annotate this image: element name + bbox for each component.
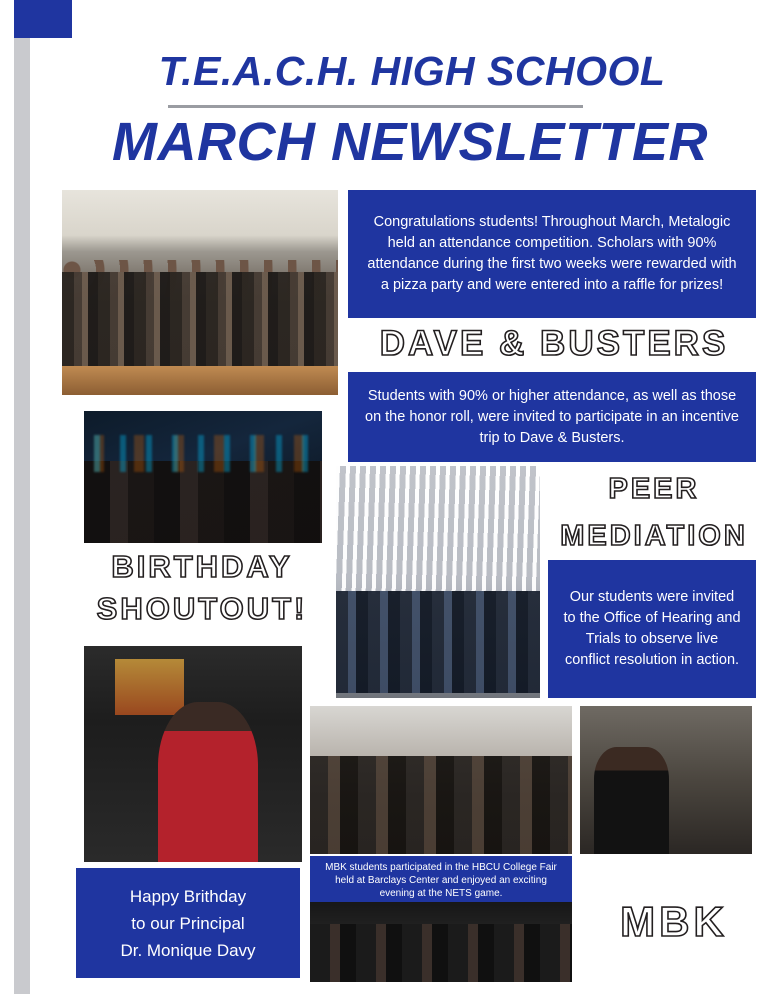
birthday-message-line-3: Dr. Monique Davy	[120, 940, 256, 960]
nets-game-photo	[310, 902, 572, 982]
mbk-heading: MBK	[620, 898, 728, 945]
college-fair-photo	[310, 706, 572, 854]
arcade-students-photo	[84, 411, 322, 543]
birthday-shoutout-heading	[72, 546, 332, 630]
peer-mediation-heading-line-1: PEER	[608, 473, 700, 505]
title-divider	[168, 105, 583, 108]
page-title-line-2: MARCH NEWSLETTER	[112, 112, 708, 172]
birthday-heading-line-1: BIRTHDAY	[111, 549, 293, 584]
classroom-group-photo	[62, 190, 338, 395]
dave-busters-text: Students with 90% or higher attendance, as well as those on the honor roll, were invited to participate in an incentive trip to Dave & Busters.	[348, 372, 756, 462]
birthday-message-line-1: Happy Brithday	[129, 886, 247, 906]
corner-accent-square	[14, 0, 72, 38]
student-in-courtroom-photo	[580, 706, 752, 854]
dave-busters-heading: DAVE & BUSTERS	[379, 324, 729, 363]
birthday-heading-line-2: SHOUTOUT!	[96, 591, 308, 626]
mbk-caption-text: MBK students participated in the HBCU College Fair held at Barclays Center and enjoyed an exciting evening at the NETS game.	[310, 856, 572, 904]
principal-portrait-photo	[84, 646, 302, 862]
attendance-announcement-text: Congratulations students! Throughout March, Metalogic held an attendance competition. Scholars with 90% attendance during the first two weeks were rewarded with a pizza party and were entered into a raffle for prizes!	[348, 190, 756, 318]
left-gray-bar	[14, 0, 30, 994]
birthday-message-line-2: to our Principal	[131, 913, 245, 933]
page-title-line-1: T.E.A.C.H. HIGH SCHOOL	[158, 48, 666, 94]
peer-mediation-heading	[548, 466, 760, 560]
birthday-message-box	[76, 868, 300, 978]
oculus-mall-group-photo	[336, 466, 540, 698]
peer-mediation-heading-line-2: MEDIATION	[560, 520, 748, 552]
peer-mediation-text: Our students were invited to the Office of Hearing and Trials to observe live conflict resolution in action.	[548, 560, 756, 698]
